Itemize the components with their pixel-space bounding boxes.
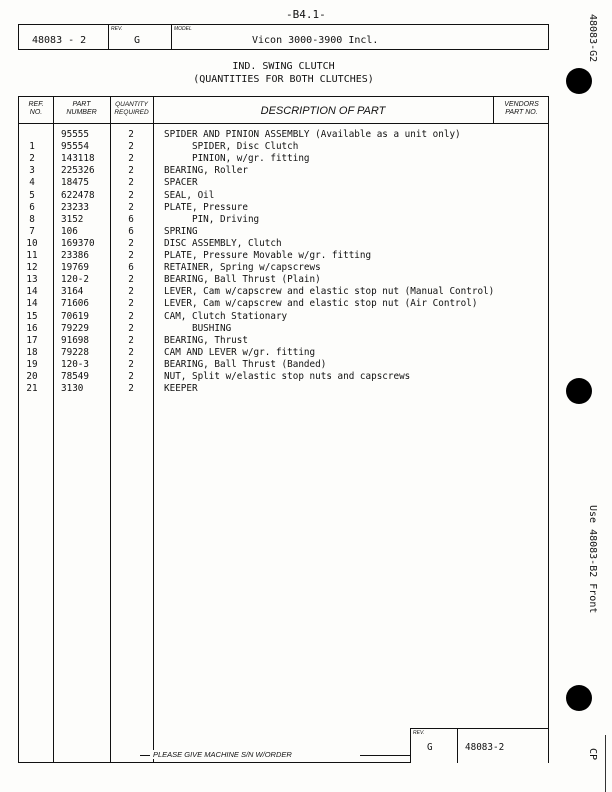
ref-no-cell: 17: [26, 334, 38, 346]
quantity-cell: 2: [128, 250, 134, 261]
ref-no-cell: 11: [26, 250, 38, 261]
part-number-cell: 143118: [61, 153, 95, 165]
quantity-cell: 2: [128, 286, 134, 298]
part-number-cell: 3152: [61, 213, 84, 225]
part-number-cell: 95555: [61, 129, 89, 140]
part-header-line2: NUMBER: [66, 109, 97, 116]
description-cell: SEAL, Oil: [164, 189, 215, 201]
model-label: MODEL: [174, 26, 192, 32]
description-cell: BEARING, Thrust: [164, 334, 248, 346]
ref-no-cell: 13: [26, 274, 38, 286]
footer-rev-label: REV.: [413, 730, 425, 736]
vendor-header-line1: VENDORS: [504, 101, 539, 108]
doc-number-cell: [19, 25, 109, 49]
ref-no-cell: 8: [29, 213, 35, 225]
description-cell: BEARING, Ball Thrust (Banded): [164, 358, 327, 370]
rev-cell: [109, 25, 172, 49]
punch-hole: [566, 685, 592, 711]
part-number-cell: 120-3: [61, 358, 89, 370]
ref-no-cell: 19: [26, 358, 38, 370]
part-number-cell: 18475: [61, 177, 89, 189]
quantity-cell: 2: [128, 371, 134, 382]
description-cell: BEARING, Ball Thrust (Plain): [164, 274, 321, 286]
model-value: Vicon 3000-3900 Incl.: [252, 35, 379, 46]
punch-hole: [566, 68, 592, 94]
description-cell: SPIDER, Disc Clutch: [164, 141, 299, 153]
ref-header-line1: REF.: [28, 101, 44, 108]
section-title-line2: (QUANTITIES FOR BOTH CLUTCHES): [193, 74, 374, 85]
quantity-cell: 2: [128, 310, 134, 322]
section-title-line1: IND. SWING CLUTCH: [232, 61, 335, 72]
footer-doc-number: 48083-2: [465, 742, 505, 753]
description-cell: PLATE, Pressure Movable w/gr. fitting: [164, 250, 372, 261]
description-cell: SPRING: [164, 225, 198, 237]
description-cell: DISC ASSEMBLY, Clutch: [164, 237, 282, 249]
description-cell: LEVER, Cam w/capscrew and elastic stop nut (Air Control): [164, 298, 478, 310]
ref-no-cell: 7: [29, 225, 35, 237]
order-note: PLEASE GIVE MACHINE S/N W/ORDER: [150, 750, 295, 759]
section-title: [0, 60, 567, 86]
part-number-cell: 23386: [61, 250, 89, 261]
ref-no-cell: 10: [26, 237, 38, 249]
quantity-cell: 2: [128, 383, 134, 395]
rev-label: REV.: [111, 26, 123, 32]
ref-header-line2: NO.: [29, 109, 43, 116]
column-divider: [153, 97, 154, 762]
quantity-cell: 2: [128, 153, 134, 165]
ref-no-cell: 12: [26, 262, 38, 274]
ref-no-cell: 4: [29, 177, 35, 189]
quantity-cell: 2: [128, 346, 134, 358]
right-edge-rule: [605, 735, 606, 792]
ref-no-cell: 14: [26, 298, 38, 310]
qty-header-line2: REQUIRED: [114, 109, 149, 116]
part-number-cell: 120-2: [61, 274, 89, 286]
description-cell: SPIDER AND PINION ASSEMBLY (Available as a unit only): [164, 129, 461, 140]
order-note-rule-right: [360, 755, 410, 756]
part-number-cell: 106: [61, 225, 78, 237]
quantity-cell: 2: [128, 322, 134, 334]
description-cell: BEARING, Roller: [164, 165, 248, 177]
description-cell: PINION, w/gr. fitting: [164, 153, 310, 165]
ref-no-cell: 5: [29, 189, 35, 201]
vendor-header-line2: PART NO.: [505, 109, 538, 116]
description-cell: BUSHING: [164, 322, 232, 334]
ref-no-cell: 6: [29, 201, 35, 213]
description-cell: PLATE, Pressure: [164, 201, 248, 213]
description-cell: SPACER: [164, 177, 198, 189]
description-cell: KEEPER: [164, 383, 198, 395]
footer-rev-value: G: [427, 742, 433, 753]
description-cell: LEVER, Cam w/capscrew and elastic stop nut (Manual Control): [164, 286, 495, 298]
ref-no-cell: 2: [29, 153, 35, 165]
part-number-cell: 79229: [61, 322, 89, 334]
header-divider: [19, 123, 548, 124]
description-cell: NUT, Split w/elastic stop nuts and capscrews: [164, 371, 411, 382]
part-number-cell: 78549: [61, 371, 89, 382]
rev-value: G: [134, 35, 141, 46]
margin-note: Use 48083-B2 Front: [587, 505, 598, 614]
quantity-cell: 2: [128, 274, 134, 286]
description-header: DESCRIPTION OF PART: [260, 105, 386, 117]
ref-no-cell: 15: [26, 310, 38, 322]
quantity-cell: 2: [128, 201, 134, 213]
quantity-header: [110, 101, 153, 117]
quantity-cell: 2: [128, 165, 134, 177]
part-number-cell: 169370: [61, 237, 95, 249]
margin-doc-code: 48083-G2: [587, 14, 598, 63]
part-number-cell: 79228: [61, 346, 89, 358]
quantity-cell: 6: [128, 213, 134, 225]
qty-header-line1: QUANTITY: [115, 101, 148, 108]
quantity-cell: 2: [128, 189, 134, 201]
ref-no-cell: 18: [26, 346, 38, 358]
part-number-cell: 23233: [61, 201, 89, 213]
part-number-cell: 70619: [61, 310, 89, 322]
quantity-cell: 6: [128, 262, 134, 274]
ref-no-cell: 20: [26, 371, 38, 382]
part-number-cell: 95554: [61, 141, 89, 153]
part-number-header: [53, 101, 110, 117]
description-cell: CAM, Clutch Stationary: [164, 310, 288, 322]
ref-no-header: [19, 101, 53, 117]
punch-hole: [566, 378, 592, 404]
vendor-part-header: [493, 101, 550, 117]
part-header-line1: PART: [72, 101, 91, 108]
quantity-cell: 2: [128, 141, 134, 153]
ref-no-cell: 14: [26, 286, 38, 298]
part-number-cell: 19769: [61, 262, 89, 274]
page-number: -B4.1-: [286, 8, 326, 21]
column-divider: [53, 97, 54, 762]
footer-rev-box: [410, 728, 549, 763]
footer-divider: [457, 729, 458, 763]
description-cell: PIN, Driving: [164, 213, 260, 225]
ref-no-cell: 16: [26, 322, 38, 334]
quantity-cell: 2: [128, 334, 134, 346]
description-cell: CAM AND LEVER w/gr. fitting: [164, 346, 316, 358]
part-number-cell: 3164: [61, 286, 84, 298]
quantity-cell: 2: [128, 298, 134, 310]
ref-no-cell: 1: [29, 141, 35, 153]
margin-cp-mark: CP: [587, 748, 598, 761]
part-number-cell: 225326: [61, 165, 95, 177]
ref-no-cell: 21: [26, 383, 38, 395]
description-cell: RETAINER, Spring w/capscrews: [164, 262, 321, 274]
quantity-cell: 2: [128, 358, 134, 370]
part-number-cell: 91698: [61, 334, 89, 346]
quantity-cell: 2: [128, 237, 134, 249]
quantity-cell: 2: [128, 177, 134, 189]
part-number-cell: 622478: [61, 189, 95, 201]
model-cell: [172, 25, 548, 49]
doc-number: 48083 - 2: [32, 35, 87, 46]
part-number-cell: 71606: [61, 298, 89, 310]
quantity-cell: 2: [128, 129, 134, 140]
parts-table: [18, 96, 549, 763]
part-number-cell: 3130: [61, 383, 84, 395]
header-box: [18, 24, 549, 50]
quantity-cell: 6: [128, 225, 134, 237]
ref-no-cell: 3: [29, 165, 35, 177]
